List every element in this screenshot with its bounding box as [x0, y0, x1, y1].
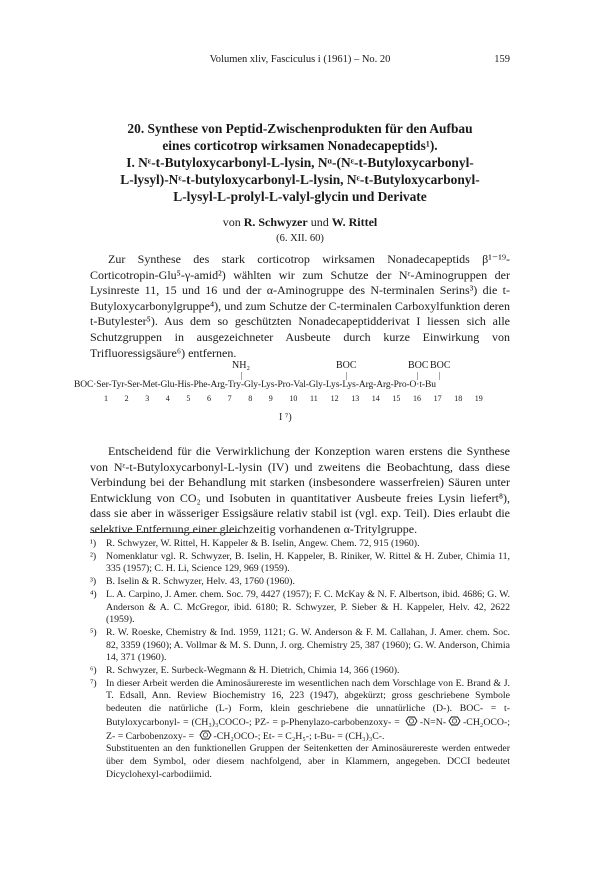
title-line-2: eines corticotrop wirksamen Nonadecapeptids¹).: [162, 138, 438, 153]
formula-position-number: 1: [104, 394, 108, 403]
title-line-5: L-lysyl-L-prolyl-L-valyl-glycin und Derivate: [173, 189, 427, 204]
footnote-4: [90, 589, 510, 627]
paragraph-1: Zur Synthese des stark corticotrop wirksamen Nonadecapeptids β¹⁻¹⁹-Corticotropin-Glu⁵-γ-amid²) wählten wir zum Schutze der Nᵋ-Aminogruppen der Lysinreste 11, 15 und 16 und der α-Aminogruppe des N-terminalen Serins³) die t-Butyloxycarbonylgruppe⁴), und zum Schutze der C-terminalen Carboxylfunktion deren t-Butylester⁵). Aus dem so geschützten Nonadecapeptidderivat I liessen sich alle Schutzgruppen in ausgezeichneter Ausbeute durch kurze Einwirkung von Trifluoressigsäure⁶) entfernen.: [90, 252, 510, 360]
formula-position-number: 5: [186, 394, 191, 403]
footnote-mark: ⁷): [90, 677, 97, 689]
author-1: R. Schwyzer: [243, 215, 308, 229]
formula-boc-label-lys11: BOC: [336, 360, 357, 371]
received-date: (6. XII. 60): [276, 233, 324, 244]
formula-position-number: 11: [310, 394, 318, 403]
z-group-tail: -CH₂OCO-; Et- = C₂H₅-;: [213, 730, 312, 742]
formula-position-number: 13: [351, 394, 360, 403]
footnote-text: Nomenklatur vgl. R. Schwyzer, B. Iselin, H. Kappeler, B. Riniker, W. Rittel & H. Zuber, Chimia 11, 335 (1957); C. H. Li, Science 129, 969 (1959).: [106, 550, 510, 575]
formula-position-number: 4: [165, 394, 170, 403]
author-2: W. Rittel: [331, 215, 378, 229]
pz-group-tail: -CH₂OCO-; Z- = Carbobenzoxy- =: [106, 716, 510, 742]
footnote-3: [90, 576, 510, 589]
footnote-6: [90, 665, 510, 678]
tbu-definition: t-Bu- = (CH₃)₃C-.: [314, 730, 385, 742]
formula-bond-tick: |: [241, 371, 243, 380]
formula-nh2-label: NH₂: [232, 360, 250, 371]
formula-position-number: 15: [392, 394, 401, 403]
formula-bond-tick: |: [439, 371, 441, 380]
footnote-text: In dieser Arbeit werden die Aminosäurereste im wesentlichen nach dem Vorschlage von E. Brand & J. T. Edsall, Ann. Review Biochemistry 16, 223 (1947), abgekürzt; gross geschriebene Symbole bedeuten die natürliche (L-) Form, klein geschriebene die unnatürliche (D-). BOC- = t-Butyloxycarbonyl- = (CH₃)₃COCO-; PZ- = p-Phenylazo-carbobenzoxy- =: [106, 677, 510, 728]
paper-title: [80, 120, 520, 205]
authors-conjunction: und: [307, 215, 332, 229]
footnote-mark: ⁴): [90, 588, 97, 600]
footnote-mark: ²): [90, 550, 97, 562]
formula-position-number: 6: [207, 394, 211, 403]
author-line: [80, 215, 520, 230]
formula-position-number: 9: [268, 394, 273, 403]
formula-position-number: 7: [227, 394, 232, 403]
formula-position-number: 2: [124, 394, 129, 403]
footnote-text: R. Schwyzer, E. Surbeck-Wegmann & H. Dietrich, Chimia 14, 366 (1960).: [106, 665, 400, 677]
journal-reference: Volumen xliv, Fasciculus i (1961) – No. 20: [209, 54, 391, 65]
title-line-3: I. Nᵋ-t-Butyloxycarbonyl-L-lysin, Nᵅ-(Nᵋ-t-Butyloxycarbonyl-: [126, 155, 474, 170]
formula-bond-tick: |: [417, 371, 419, 380]
peptide-formula: [74, 360, 526, 442]
formula-boc-label-lys15: BOC: [408, 360, 429, 371]
formula-position-number: 8: [248, 394, 253, 403]
formula-position-number: 16: [413, 394, 421, 403]
footnote-text: R. W. Roeske, Chemistry & Ind. 1959, 1121; G. W. Anderson & F. M. Callahan, J. Amer. chem. Soc. 82, 3359 (1960); A. Vollmar & M. S. Dunn, J. org. Chemistry 25, 387 (1960); G. W. Anderson, Chimia 14, 371 (1960).: [106, 626, 510, 664]
footnote-text: L. A. Carpino, J. Amer. chem. Soc. 79, 4427 (1957); F. C. McKay & N. F. Albertson, ibid. 4686; G. W. Anderson & A. C. McGregor, ibid. 6180; R. Schwyzer, P. Sieber & H. Kappeler, Helv. 42, 2622 (1959).: [106, 588, 510, 626]
footnote-rule: [90, 532, 240, 533]
formula-position-number: 18: [454, 394, 463, 403]
footnote-1: [90, 538, 510, 551]
phenyl-ring-icon: [446, 716, 463, 726]
footnotes: [90, 538, 510, 781]
phenyl-ring-icon: [403, 716, 420, 726]
authors-prefix: von: [222, 215, 244, 229]
footnote-5: [90, 627, 510, 665]
formula-position-number: 3: [145, 394, 150, 403]
formula-position-number: 17: [433, 394, 442, 403]
footnote-2: [90, 551, 510, 576]
footnote-7: [90, 678, 510, 782]
formula-bond-tick: |: [346, 371, 348, 380]
page-number: 159: [494, 54, 510, 65]
title-line-4: L-lysyl)-Nᵋ-t-butyloxycarbonyl-L-lysin, Nᵋ-t-Butyloxycarbonyl-: [120, 172, 480, 187]
formula-position-number: 14: [371, 394, 380, 403]
footnote-mark: ³): [90, 576, 97, 588]
footnote-7-tail: Substituenten an den funktionellen Gruppen der Seitenketten der Aminosäurereste werden entweder über dem Symbol, oder diesem nachfolgend, aber in Klammern, angegeben. DCCI bedeutet Dicyclohexyl-carbodiimid.: [106, 743, 510, 780]
formula-position-number: 12: [330, 394, 339, 403]
pz-group-azo: -N=N-: [419, 716, 447, 728]
footnote-text: B. Iselin & R. Schwyzer, Helv. 43, 1760 (1960).: [106, 576, 295, 588]
phenyl-ring-icon: [197, 730, 214, 740]
running-head: [90, 54, 510, 68]
formula-position-numbers: [74, 394, 526, 406]
formula-compound-label: I ⁷): [279, 412, 292, 423]
title-line-1: 20. Synthese von Peptid-Zwischenprodukten für den Aufbau: [127, 121, 473, 136]
formula-boc-label-lys16: BOC: [430, 360, 451, 371]
footnote-text: R. Schwyzer, W. Rittel, H. Kappeler & B. Iselin, Angew. Chem. 72, 915 (1960).: [106, 538, 420, 549]
footnote-mark: ⁵): [90, 626, 97, 638]
formula-position-number: 19: [474, 394, 483, 403]
footnote-mark: ⁶): [90, 665, 97, 677]
paragraph-2: Entscheidend für die Verwirklichung der Konzeption waren erstens die Synthese von Nᵋ-t-Butyloxycarbonyl-L-lysin (IV) und zweitens die Beobachtung, dass diese Verbindung bei der Behandlung mit starken (insbesondere wasserfreien) Säuren unter Entwicklung von CO₂ und Isobuten in quantitativer Ausbeute freies Lysin liefert⁸), dass sie aber in wässeriger Essigsäure relativ stabil ist (vgl. exp. Teil). Dies erlaubt die selektive Entfernung einer gleichzeitig vorhandenen α-Tritylgruppe.: [90, 444, 510, 536]
footnote-mark: ¹): [90, 538, 97, 549]
formula-position-number: 10: [289, 394, 298, 403]
formula-sequence: BOC·Ser-Tyr-Ser-Met-Glu-His-Phe-Arg-Try-Gly-Lys-Pro-Val-Gly-Lys-Lys-Arg-Arg-Pro-O·t-Bu: [74, 380, 436, 390]
